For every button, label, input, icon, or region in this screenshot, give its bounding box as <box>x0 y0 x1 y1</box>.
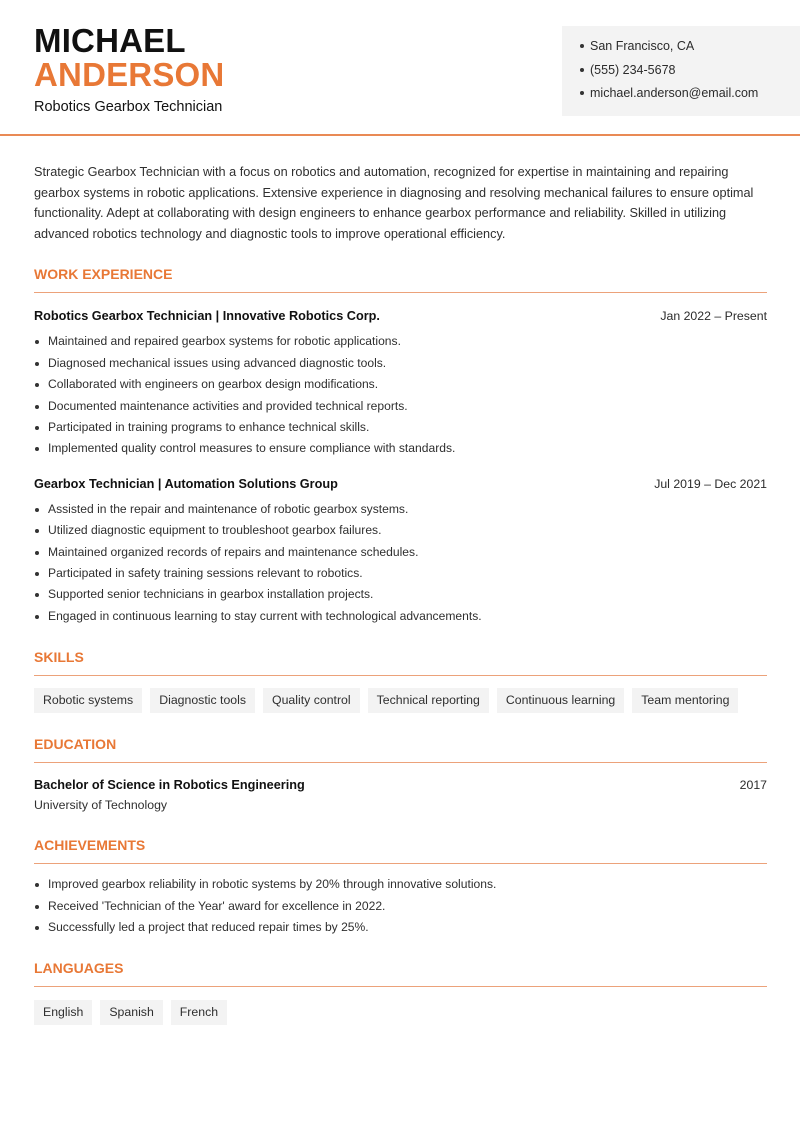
job-dates: Jan 2022 – Present <box>660 309 767 324</box>
bullet-icon <box>35 405 39 409</box>
language-chip: French <box>171 1000 227 1025</box>
bullet-icon <box>35 883 39 887</box>
candidate-name <box>34 24 224 92</box>
section-heading: LANGUAGES <box>34 960 124 977</box>
email-text: michael.anderson@email.com <box>590 86 759 100</box>
language-chip: Spanish <box>100 1000 162 1025</box>
bullet-icon <box>35 572 39 576</box>
resume-header <box>0 0 800 136</box>
job-role: Gearbox Technician | Automation Solutions Group <box>34 476 338 491</box>
contact-phone <box>580 61 800 85</box>
skill-chip: Diagnostic tools <box>150 688 255 713</box>
job-bullets <box>34 331 767 459</box>
bullet-icon <box>35 593 39 597</box>
job-title: Robotics Gearbox Technician <box>34 99 223 115</box>
contact-location <box>580 37 800 61</box>
contact-box <box>562 26 800 116</box>
list-item: Assisted in the repair and maintenance of robotic gearbox systems. <box>34 499 767 520</box>
education-section <box>34 735 767 814</box>
achievement-list <box>34 874 767 938</box>
section-divider <box>34 292 767 293</box>
bullet-icon <box>35 362 39 366</box>
section-divider <box>34 986 767 987</box>
bullet-icon <box>580 44 584 48</box>
list-item: Improved gearbox reliability in robotic systems by 20% through innovative solutions. <box>34 874 767 895</box>
first-name: MICHAEL <box>34 22 186 59</box>
last-name: ANDERSON <box>34 56 225 93</box>
section-heading: ACHIEVEMENTS <box>34 837 146 854</box>
language-chips <box>34 1000 767 1025</box>
list-item: Participated in safety training sessions relevant to robotics. <box>34 563 767 584</box>
bullet-icon <box>35 926 39 930</box>
list-item: Maintained organized records of repairs and maintenance schedules. <box>34 542 767 563</box>
bullet-icon <box>35 508 39 512</box>
list-item: Engaged in continuous learning to stay current with technological advancements. <box>34 606 767 627</box>
skill-chip: Quality control <box>263 688 360 713</box>
bullet-icon <box>580 68 584 72</box>
skill-chips <box>34 688 767 713</box>
list-item: Participated in training programs to enhance technical skills. <box>34 417 767 438</box>
section-heading: SKILLS <box>34 649 84 666</box>
location-text: San Francisco, CA <box>590 39 695 53</box>
bullet-icon <box>580 91 584 95</box>
section-divider <box>34 762 767 763</box>
list-item: Successfully led a project that reduced repair times by 25%. <box>34 917 767 938</box>
graduation-year: 2017 <box>739 778 767 793</box>
list-item: Implemented quality control measures to ensure compliance with standards. <box>34 438 767 459</box>
skill-chip: Team mentoring <box>632 688 738 713</box>
bullet-icon <box>35 447 39 451</box>
skill-chip: Continuous learning <box>497 688 624 713</box>
summary-paragraph: Strategic Gearbox Technician with a focus on robotics and automation, recognized for expertise in maintaining and repairing gearbox systems in robotic applications. Extensive experience in diagnosing and resolving mechanical failures to ensure optimal functionality. Adept at collaborating with design engineers to enhance gearbox performance and reliability. Skilled in utilizing advanced robotics technology and diagnostic tools to improve operational efficiency. <box>34 165 754 241</box>
bullet-icon <box>35 426 39 430</box>
bullet-icon <box>35 529 39 533</box>
bullet-icon <box>35 551 39 555</box>
resume-body <box>0 162 800 1025</box>
language-chip: English <box>34 1000 92 1025</box>
list-item: Maintained and repaired gearbox systems for robotic applications. <box>34 331 767 352</box>
bullet-icon <box>35 340 39 344</box>
section-divider <box>34 675 767 676</box>
skill-chip: Technical reporting <box>368 688 489 713</box>
list-item: Supported senior technicians in gearbox installation projects. <box>34 584 767 605</box>
contact-email <box>580 84 800 108</box>
section-heading: WORK EXPERIENCE <box>34 266 173 283</box>
section-divider <box>34 863 767 864</box>
job-bullets <box>34 499 767 627</box>
section-heading: EDUCATION <box>34 736 117 753</box>
list-item: Collaborated with engineers on gearbox design modifications. <box>34 374 767 395</box>
skills-section <box>34 648 767 713</box>
bullet-icon <box>35 905 39 909</box>
bullet-icon <box>35 615 39 619</box>
job-role: Robotics Gearbox Technician | Innovative Robotics Corp. <box>34 309 380 324</box>
list-item: Utilized diagnostic equipment to troubleshoot gearbox failures. <box>34 520 767 541</box>
degree: Bachelor of Science in Robotics Engineering <box>34 778 305 793</box>
work-experience-section <box>34 265 767 627</box>
list-item: Documented maintenance activities and provided technical reports. <box>34 396 767 417</box>
achievements-section <box>34 836 767 938</box>
skill-chip: Robotic systems <box>34 688 142 713</box>
job-dates: Jul 2019 – Dec 2021 <box>654 476 767 491</box>
phone-text: (555) 234-5678 <box>590 62 676 77</box>
job-entry <box>34 307 767 459</box>
list-item: Received 'Technician of the Year' award for excellence in 2022. <box>34 896 767 917</box>
school-name: University of Technology <box>34 798 168 813</box>
bullet-icon <box>35 383 39 387</box>
job-entry <box>34 475 767 627</box>
list-item: Diagnosed mechanical issues using advanced diagnostic tools. <box>34 353 767 374</box>
languages-section <box>34 959 767 1025</box>
